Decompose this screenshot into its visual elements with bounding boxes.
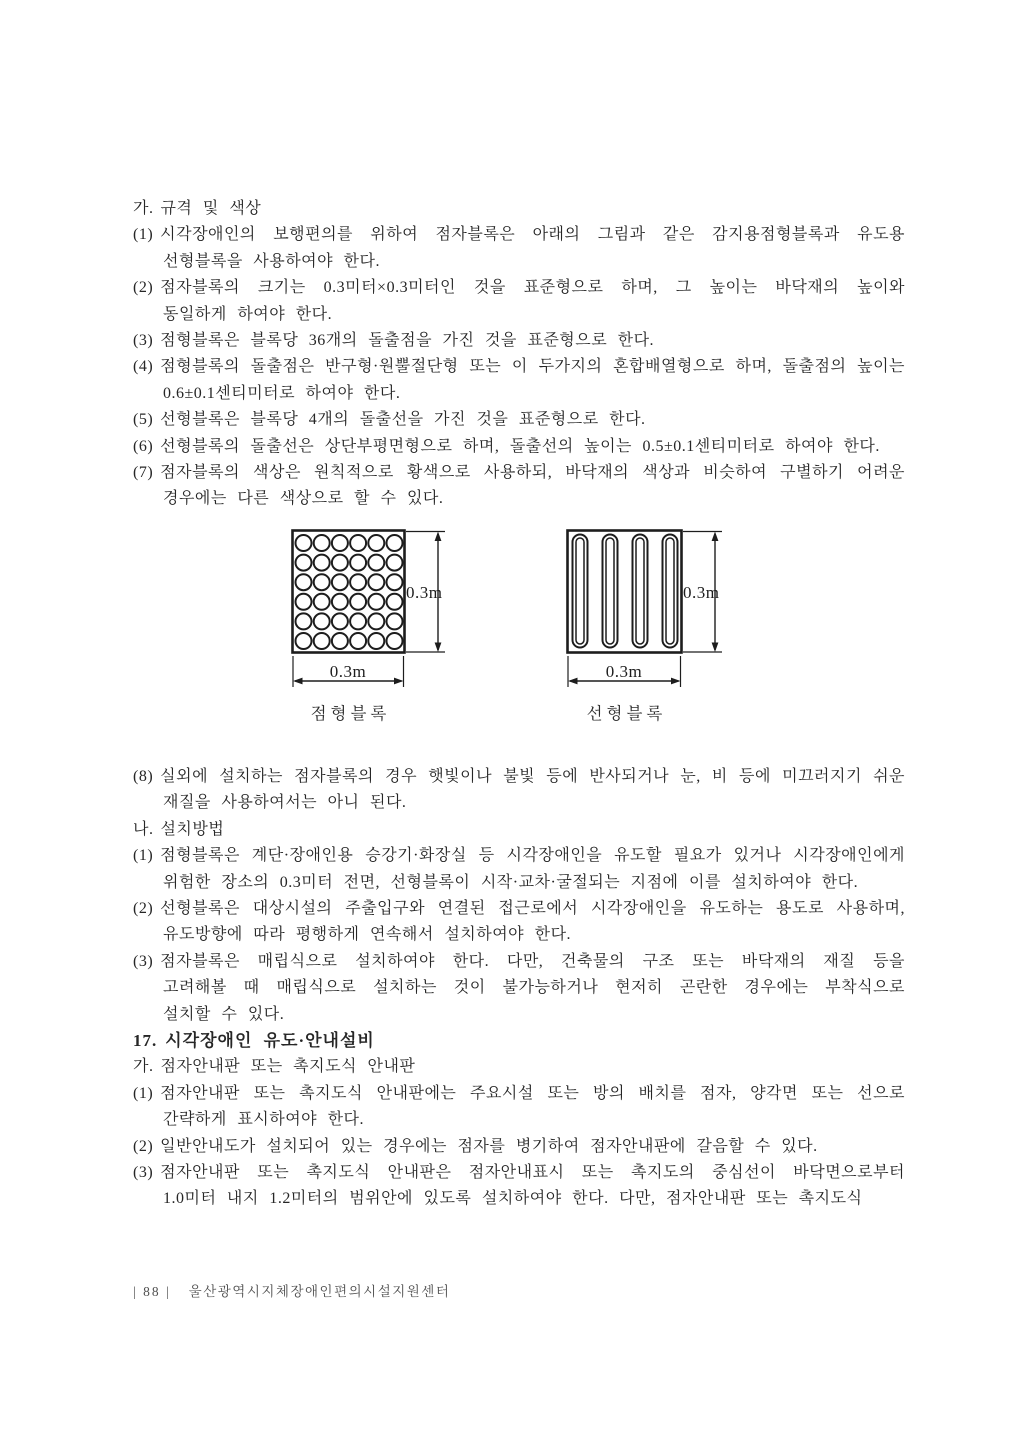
clause-marker: (3) — [133, 1163, 154, 1181]
clause-marker: (1) — [133, 226, 154, 244]
arrowhead-right-icon — [671, 677, 681, 684]
clause-1-4 — [133, 354, 905, 407]
clause-text: 선형블록은 대상시설의 주출입구와 연결된 접근로에서 시각장애인을 유도하는 용도로 사용하며, 유도방향에 따라 평행하게 연속해서 설치하여야 한다. — [160, 899, 905, 944]
clause-3-3 — [133, 1160, 905, 1213]
clause-1-1 — [133, 222, 905, 275]
arrowhead-down-icon — [435, 642, 442, 652]
dimension-label-height: 0.3m — [683, 582, 720, 602]
clause-marker: (1) — [133, 847, 154, 865]
arrowhead-down-icon — [712, 642, 719, 652]
clause-text: 점자안내판 또는 촉지도식 안내판은 점자안내표시 또는 촉지도의 중심선이 바닥면으로부터 1.0미터 내지 1.2미터의 범위안에 있도록 설치하여야 한다. 다만, 점자안내판 또는 촉지도식 — [160, 1163, 905, 1208]
arrowhead-left-icon — [293, 677, 303, 684]
dot-grid — [296, 535, 403, 649]
dot-block-diagram — [291, 529, 453, 691]
clause-1-3 — [133, 328, 905, 354]
figure-row — [133, 513, 905, 764]
bar-group — [573, 534, 678, 647]
line-block-diagram — [566, 529, 732, 691]
clause-text: 선형블록의 돌출선은 상단부평면형으로 하며, 돌출선의 높이는 0.5±0.1센티미터로 하여야 한다. — [160, 437, 880, 455]
arrowhead-right-icon — [394, 677, 404, 684]
org-name: 울산광역시지체장애인편의시설지원센터 — [188, 1284, 451, 1299]
clause-marker: (4) — [133, 358, 154, 376]
section-heading-17 — [133, 1028, 905, 1054]
figure-caption-line: 선형블록 — [586, 703, 667, 723]
clause-text: 점형블록은 계단·장애인용 승강기·화장실 등 시각장애인을 유도할 필요가 있거나 시각장애인에게 위험한 장소의 0.3미터 전면, 선형블록이 시작·교차·굴절되는 지점에 이를 설치하여야 한다. — [160, 847, 905, 891]
clause-text: 규격 및 색상 — [160, 200, 262, 217]
clause-text: 점자블록의 크기는 0.3미터×0.3미터인 것을 표준형으로 하며, 그 높이는 바닥재의 높이와 동일하게 하여야 한다. — [160, 279, 905, 323]
clause-text: 점형블록의 돌출점은 반구형·원뿔절단형 또는 이 두가지의 혼합배열형으로 하며, 돌출점의 높이는 0.6±0.1센티미터로 하여야 한다. — [160, 358, 905, 402]
clause-1-8 — [133, 764, 905, 817]
clause-text: 일반안내도가 설치되어 있는 경우에는 점자를 병기하여 점자안내판에 갈음할 수 있다. — [160, 1137, 818, 1155]
dimension-label-height: 0.3m — [406, 582, 443, 602]
clause-text: 점자안내판 또는 촉지도식 안내판에는 주요시설 또는 방의 배치를 점자, 양각면 또는 선으로 간략하게 표시하여야 한다. — [160, 1084, 905, 1129]
clause-text: 선형블록은 블록당 4개의 돌출선을 가진 것을 표준형으로 한다. — [160, 411, 646, 429]
clause-marker: (7) — [133, 464, 154, 482]
clause-marker: (2) — [133, 279, 154, 297]
clause-ga-1 — [133, 196, 905, 222]
figure-caption-dot: 점형블록 — [310, 703, 391, 723]
clause-marker: (8) — [133, 767, 154, 785]
clause-text: 점형블록은 블록당 36개의 돌출점을 가진 것을 표준형으로 한다. — [160, 332, 655, 350]
clause-marker: (3) — [133, 332, 154, 350]
clause-1-2 — [133, 275, 905, 328]
arrowhead-up-icon — [435, 531, 442, 541]
clause-1-7 — [133, 460, 905, 513]
clause-marker: (2) — [133, 1137, 154, 1155]
clause-ga-3 — [133, 1054, 905, 1080]
clause-text: 실외에 설치하는 점자블록의 경우 햇빛이나 불빛 등에 반사되거나 눈, 비 등에 미끄러지기 쉬운 재질을 사용하여서는 아니 된다. — [160, 767, 905, 812]
dimension-label-width: 0.3m — [329, 661, 367, 681]
clause-text: 점자블록은 매립식으로 설치하여야 한다. 다만, 건축물의 구조 또는 바닥재의 재질 등을 고려해볼 때 매립식으로 설치하는 것이 불가능하거나 현저히 곤란한 경우에는 부착식으로 설치할 수 있다. — [160, 952, 905, 1023]
clause-text: 시각장애인의 보행편의를 위하여 점자블록은 아래의 그림과 같은 감지용점형블록과 유도용 선형블록을 사용하여야 한다. — [160, 226, 905, 270]
figure-dot-block — [291, 529, 453, 727]
clause-2-2 — [133, 896, 905, 949]
clause-ga-2 — [133, 817, 905, 843]
clause-1-5 — [133, 407, 905, 433]
arrowhead-up-icon — [712, 531, 719, 541]
clause-3-2 — [133, 1134, 905, 1160]
page-number: | 88 | — [133, 1284, 171, 1299]
clause-marker: (2) — [133, 899, 154, 917]
clause-1-6 — [133, 434, 905, 460]
clause-marker: (3) — [133, 952, 154, 970]
clause-marker: 가. — [133, 1058, 154, 1076]
clause-marker: (6) — [133, 437, 154, 455]
document-content — [133, 196, 905, 1213]
section-number: 17. — [133, 1030, 158, 1050]
clause-2-1 — [133, 843, 905, 896]
section-title: 시각장애인 유도·안내설비 — [165, 1030, 375, 1050]
clause-marker: 나. — [133, 820, 154, 838]
clause-marker: 가. — [133, 200, 154, 217]
arrowhead-left-icon — [568, 677, 578, 684]
dimension-label-width: 0.3m — [605, 661, 643, 681]
clause-2-3 — [133, 949, 905, 1028]
page-footer — [133, 1280, 450, 1300]
clause-text: 점자블록의 색상은 원칙적으로 황색으로 사용하되, 바닥재의 색상과 비슷하여 구별하기 어려운 경우에는 다른 색상으로 할 수 있다. — [160, 464, 905, 508]
clause-text: 설치방법 — [160, 820, 225, 838]
clause-3-1 — [133, 1081, 905, 1134]
figure-line-block — [566, 529, 732, 727]
clause-marker: (5) — [133, 411, 154, 429]
clause-marker: (1) — [133, 1084, 154, 1102]
clause-text: 점자안내판 또는 촉지도식 안내판 — [160, 1058, 416, 1076]
